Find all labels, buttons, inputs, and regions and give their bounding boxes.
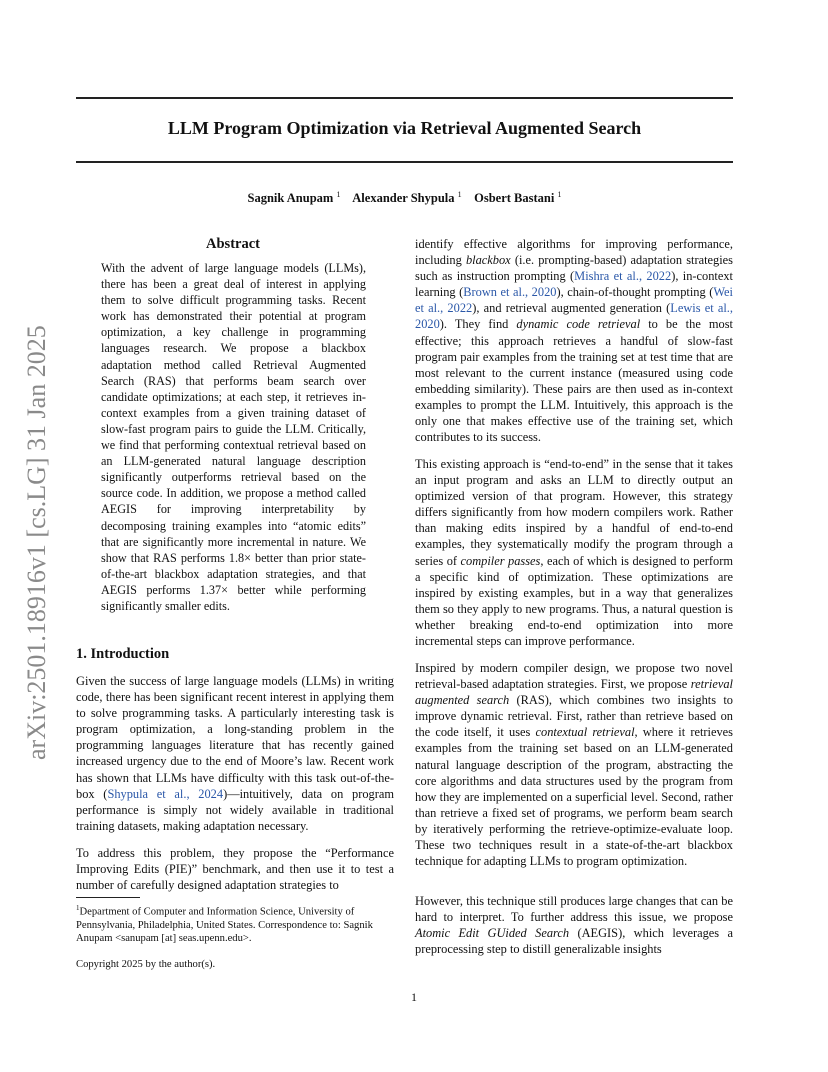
title-bottom-rule <box>76 161 733 163</box>
copyright-notice: Copyright 2025 by the author(s). <box>76 959 216 970</box>
text-run: This existing approach is “end-to-end” in the sense that it takes an input program and asks an LLM to directly output an optimized version of that program. However, this strategy differs significantly from how modern compilers work. Rather than making edits inspired by a handful of end-to-end examples, they systematically modify the program through a series of <box>415 457 733 568</box>
author-affiliation: 1 <box>557 190 562 199</box>
text-run: identify effective algorithms for improving performance, including <box>415 237 733 268</box>
text-run: , each of which is designed to perform a specific kind of optimization. These optimizations are inspired by existing examples, but in a way that generalizes them so they apply to new programs. Thus, a natural question is whether breaking end-to-end optimization into more incremental steps can improve performance. <box>415 553 734 649</box>
top-rule <box>76 97 733 99</box>
right-paragraph-4 <box>415 893 733 957</box>
right-paragraph-3 <box>415 660 733 869</box>
author-name: Osbert Bastani <box>474 191 555 206</box>
citation-link[interactable]: Wei et al., 2022 <box>415 285 733 316</box>
text-run: Given the success of large language models (LLMs) in writing code, there has been significant recent interest in applying them to solve programming tasks. A particularly interesting task is program optimization, a long-standing problem in the programming languages literature that has recently gained increased urgency due to the end of Moore’s law. Recent work has shown that LLMs have difficulty with this task out-of-the-box ( <box>76 674 394 801</box>
emphasis: retrieval augmented search <box>415 677 733 708</box>
author-affiliation: 1 <box>457 190 462 199</box>
citation-link[interactable]: Shypula et al., 2024 <box>107 786 224 801</box>
text-run: Inspired by modern compiler design, we propose two novel retrieval-based adaptation strategies. First, we propose <box>415 661 733 692</box>
author-list <box>76 190 733 206</box>
emphasis: dynamic code retrieval <box>516 317 641 332</box>
text-run: ). They find <box>439 317 517 332</box>
text-run: to be the most effective; this approach retrieves a handful of slow-fast program pair examples from the training set at test time that are most relevant to the current instance (measured using code embedding similarity). These pairs are then used as in-context examples to prompt the LLM. Intuitively, this approach is the only one that makes effective use of the training set, which contributes to its success. <box>415 317 733 445</box>
text-run: ), chain-of-thought prompting ( <box>556 285 714 300</box>
footnote-rule <box>76 897 140 898</box>
intro-paragraph-1 <box>76 673 394 834</box>
intro-paragraph-2: To address this problem, they propose the “Performance Improving Edits (PIE)” benchmark, and then use it to test a number of carefully designed adaptation strategies to <box>76 846 394 893</box>
right-paragraph-1 <box>415 236 733 445</box>
abstract-text: With the advent of large language models (LLMs), there has been a great deal of interest in applying them to solve difficult programming tasks. Recent work has demonstrated their potential at program optimization, a key challenge in programming languages research. We propose a blackbox adaptation method called Retrieval Augmented Search (RAS) that performs beam search over candidate optimizations; at each step, it retrieves in-context examples from a given training dataset of slow-fast program pairs to guide the LLM. Critically, we find that performing contextual retrieval based on an LLM-generated natural language description significantly outperforms retrieval based on the source code. In addition, we propose a method called AEGIS for improving interpretability by decomposing training examples into “atomic edits” that are significantly more incremental in nature. We show that RAS performs 1.8× better than prior state-of-the-art blackbox adaptation strategies, and that AEGIS performs 1.37× better while performing significantly smaller edits. <box>101 261 366 613</box>
abstract-heading: Abstract <box>206 236 260 252</box>
section-heading: 1. Introduction <box>76 646 170 662</box>
footnote-text: Department of Computer and Information Science, University of Pennsylvania, Philadelphia, United States. Correspondence to: Sagnik Anupam <sanupam [at] seas.upenn.edu>. <box>76 906 373 945</box>
citation-link[interactable]: Lewis et al., 2020 <box>415 301 733 332</box>
emphasis: compiler passes <box>460 553 541 568</box>
page-number: 1 <box>411 990 417 1004</box>
text-run: )—intuitively, data on program performance is simply not widely available in traditional training datasets, making adaptation necessary. <box>76 786 394 833</box>
arxiv-stamp: arXiv:2501.18916v1 [cs.LG] 31 Jan 2025 <box>22 325 51 760</box>
text-run: , where it retrieves examples from the training set based on an LLM-generated natural language description of the program, abstracting the core algorithms and data structures used by the program from how they are implemented on a superficial level. Second, rather than retrieve a fixed set of programs, we perform beam search by iteratively performing the retrieve-optimize-evaluate loop. These two techniques result in a state-of-the-art blackbox technique for adapting LLMs to program optimization. <box>415 725 733 869</box>
author-name: Sagnik Anupam <box>247 191 334 206</box>
right-paragraph-2 <box>415 456 733 649</box>
text-run: ), and retrieval augmented generation ( <box>472 301 671 316</box>
footnote <box>76 902 394 946</box>
author-affiliation: 1 <box>336 190 341 199</box>
emphasis: contextual retrieval <box>535 725 635 740</box>
emphasis: Atomic Edit GUided Search <box>415 926 570 941</box>
emphasis: blackbox <box>465 253 511 268</box>
author-name: Alexander Shypula <box>352 191 455 206</box>
paper-title: LLM Program Optimization via Retrieval Augmented Search <box>167 118 642 138</box>
text-run: (AEGIS), which leverages a preprocessing step to distill generalizable insights <box>415 926 733 957</box>
text-run: (RAS), which combines two insights to improve dynamic retrieval. First, rather than retrieve based on the code itself, it uses <box>415 693 733 740</box>
citation-link[interactable]: Brown et al., 2020 <box>463 285 557 300</box>
text-run: ), in-context learning ( <box>415 269 733 300</box>
text-run: However, this technique still produces large changes that can be hard to interpret. To further address this issue, we propose <box>415 894 733 925</box>
text-run: (i.e. prompting-based) adaptation strategies such as instruction prompting ( <box>415 253 733 284</box>
footnote-mark: 1 <box>76 904 80 912</box>
citation-link[interactable]: Mishra et al., 2022 <box>574 269 672 284</box>
